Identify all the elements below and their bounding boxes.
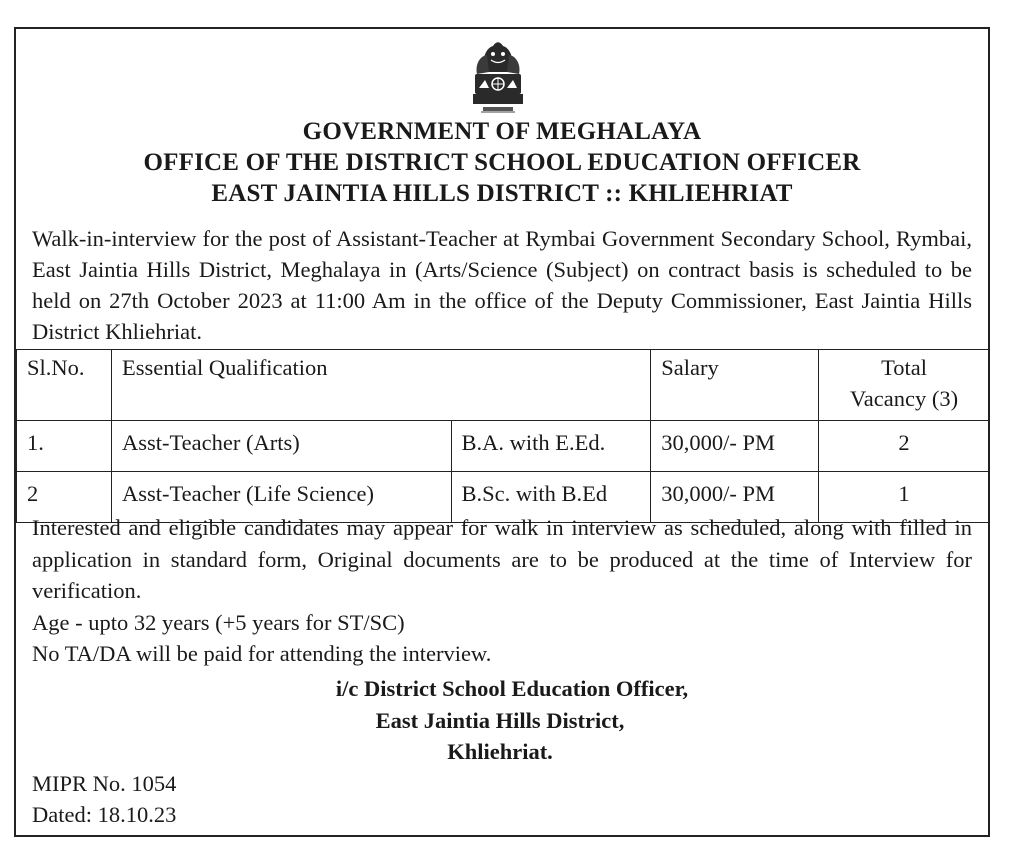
signature-district: East Jaintia Hills District, xyxy=(375,707,625,733)
header-district: EAST JAINTIA HILLS DISTRICT :: KHLIEHRIAT xyxy=(211,180,793,207)
cell-slno: 1. xyxy=(17,421,112,472)
header-vacancy: Total Vacancy (3) xyxy=(819,350,990,421)
signature-place: Khliehriat. xyxy=(447,739,553,764)
cell-slno: 2 xyxy=(17,472,112,523)
table-header-row xyxy=(17,350,990,421)
intro-paragraph: Walk-in-interview for the post of Assistant-Teacher at Rymbai Government Secondary School, Rymbai, East Jaintia Hills District, Meghalaya in (Arts/Science (Subject) on contract basis is scheduled to be held on 27th October 2023 at 11:00 Am in the office of the Deputy Commissioner, East Jaintia Hills District Khliehriat. xyxy=(32,226,972,344)
note-tada: No TA/DA will be paid for attending the interview. xyxy=(32,641,492,666)
table-row xyxy=(17,421,990,472)
header-qualification: Essential Qualification xyxy=(111,350,650,421)
mipr-number: MIPR No. 1054 xyxy=(32,771,177,796)
dated: Dated: 18.10.23 xyxy=(32,802,177,827)
header-salary: Salary xyxy=(651,350,819,421)
header-office: OFFICE OF THE DISTRICT SCHOOL EDUCATION OFFICER xyxy=(143,149,861,176)
vacancy-table xyxy=(16,349,990,523)
cell-vacancy: 2 xyxy=(819,421,990,472)
footer-reference xyxy=(32,768,176,830)
cell-post: Asst-Teacher (Arts) xyxy=(111,421,451,472)
header-government: GOVERNMENT OF MEGHALAYA xyxy=(302,118,702,145)
note-age: Age - upto 32 years (+5 years for ST/SC) xyxy=(32,609,405,635)
header-slno: Sl.No. xyxy=(17,350,112,421)
signature-block xyxy=(250,673,750,768)
cell-vacancy: 1 xyxy=(819,472,990,523)
notes-section xyxy=(32,512,972,670)
cell-salary: 30,000/- PM xyxy=(651,472,819,523)
cell-degree: B.Sc. with B.Ed xyxy=(451,472,651,523)
cell-post: Asst-Teacher (Life Science) xyxy=(111,472,451,523)
note-eligibility: Interested and eligible candidates may appear for walk in interview as scheduled, along with filled in application in standard form, Original documents are to be produced at the time of Interview for verification. xyxy=(32,515,972,603)
cell-salary: 30,000/- PM xyxy=(651,421,819,472)
national-emblem-icon xyxy=(463,38,533,120)
cell-degree: B.A. with E.Ed. xyxy=(451,421,651,472)
signature-title: i/c District School Education Officer, xyxy=(335,676,689,701)
